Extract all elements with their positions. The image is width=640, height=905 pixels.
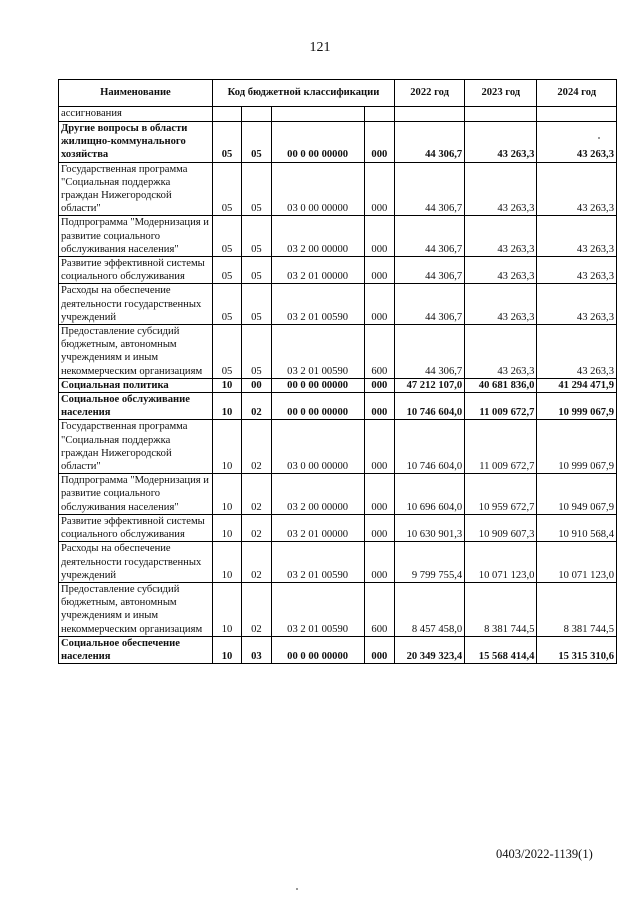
row-subsection: 05 <box>242 284 271 325</box>
row-name: Социальное обеспечение населения <box>59 636 213 663</box>
table-row <box>59 162 617 216</box>
document-code: 0403/2022-1139(1) <box>496 847 593 861</box>
row-value-2024: 41 294 471,9 <box>537 378 617 392</box>
row-value-2024: 10 910 568,4 <box>537 514 617 541</box>
row-section: 10 <box>212 474 241 515</box>
row-value-2023: 8 381 744,5 <box>465 582 537 636</box>
row-value-2024: 43 263,3 <box>537 284 617 325</box>
row-value-2023: 43 263,3 <box>465 216 537 257</box>
table-row <box>59 257 617 284</box>
row-name: Социальная политика <box>59 378 213 392</box>
header-name: Наименование <box>59 80 213 107</box>
row-section: 05 <box>212 325 241 379</box>
row-value-2022: 10 746 604,0 <box>395 420 465 474</box>
row-expense-type: 600 <box>364 325 394 379</box>
row-value-2023: 10 959 672,7 <box>465 474 537 515</box>
page-number: 121 <box>309 40 331 55</box>
row-section: 10 <box>212 636 241 663</box>
row-value-2022: 44 306,7 <box>395 162 465 216</box>
row-target: 00 0 00 00000 <box>271 393 364 420</box>
row-value-2022: 44 306,7 <box>395 325 465 379</box>
row-expense-type: 000 <box>364 636 394 663</box>
row-expense-type <box>364 107 394 122</box>
table-row <box>59 542 617 583</box>
row-subsection: 05 <box>242 325 271 379</box>
row-name: ассигнования <box>59 107 213 122</box>
row-target: 00 0 00 00000 <box>271 636 364 663</box>
row-subsection: 05 <box>242 162 271 216</box>
row-value-2024: 43 263,3 <box>537 325 617 379</box>
row-expense-type: 000 <box>364 284 394 325</box>
row-value-2022: 10 696 604,0 <box>395 474 465 515</box>
row-value-2024 <box>537 107 617 122</box>
row-expense-type: 000 <box>364 393 394 420</box>
row-section <box>212 107 241 122</box>
row-subsection: 02 <box>242 474 271 515</box>
row-target: 03 2 00 00000 <box>271 474 364 515</box>
row-section: 10 <box>212 420 241 474</box>
row-name: Расходы на обеспечение деятельности государственных учреждений <box>59 284 213 325</box>
row-name: Другие вопросы в области жилищно-коммунального хозяйства <box>59 122 213 163</box>
table-row <box>59 325 617 379</box>
row-expense-type: 000 <box>364 162 394 216</box>
row-section: 05 <box>212 284 241 325</box>
row-value-2024: 10 999 067,9 <box>537 420 617 474</box>
row-name: Развитие эффективной системы социального обслуживания <box>59 514 213 541</box>
row-value-2024: 10 071 123,0 <box>537 542 617 583</box>
row-subsection: 05 <box>242 216 271 257</box>
row-subsection: 05 <box>242 122 271 163</box>
row-target: 03 2 01 00590 <box>271 542 364 583</box>
row-expense-type: 000 <box>364 420 394 474</box>
row-value-2022: 8 457 458,0 <box>395 582 465 636</box>
row-name: Государственная программа "Социальная поддержка граждан Нижегородской области" <box>59 162 213 216</box>
row-value-2024: 43 263,3 <box>537 257 617 284</box>
table-row <box>59 514 617 541</box>
row-value-2023: 43 263,3 <box>465 162 537 216</box>
table-row <box>59 393 617 420</box>
row-value-2022: 44 306,7 <box>395 257 465 284</box>
scan-speck <box>598 137 600 139</box>
table-row <box>59 582 617 636</box>
row-value-2022: 47 212 107,0 <box>395 378 465 392</box>
row-target: 00 0 00 00000 <box>271 122 364 163</box>
row-subsection: 05 <box>242 257 271 284</box>
header-2022: 2022 год <box>395 80 465 107</box>
row-section: 10 <box>212 378 241 392</box>
row-target: 03 2 01 00590 <box>271 325 364 379</box>
row-subsection: 03 <box>242 636 271 663</box>
header-code: Код бюджетной классификации <box>212 80 394 107</box>
row-section: 05 <box>212 122 241 163</box>
row-subsection: 02 <box>242 393 271 420</box>
row-value-2022: 44 306,7 <box>395 284 465 325</box>
row-value-2024: 10 999 067,9 <box>537 393 617 420</box>
row-value-2024: 43 263,3 <box>537 216 617 257</box>
row-value-2023: 43 263,3 <box>465 122 537 163</box>
row-value-2023: 43 263,3 <box>465 257 537 284</box>
table-header-row <box>59 80 617 107</box>
row-value-2024: 15 315 310,6 <box>537 636 617 663</box>
row-target: 03 2 00 00000 <box>271 216 364 257</box>
row-name: Предоставление субсидий бюджетным, автономным учреждениям и иным некоммерческим организациям <box>59 325 213 379</box>
row-section: 05 <box>212 162 241 216</box>
row-target: 03 2 01 00590 <box>271 284 364 325</box>
table-row <box>59 216 617 257</box>
row-section: 10 <box>212 393 241 420</box>
row-subsection: 02 <box>242 420 271 474</box>
row-expense-type: 600 <box>364 582 394 636</box>
row-subsection <box>242 107 271 122</box>
row-target: 03 0 00 00000 <box>271 162 364 216</box>
row-name: Государственная программа "Социальная поддержка граждан Нижегородской области" <box>59 420 213 474</box>
row-name: Социальное обслуживание населения <box>59 393 213 420</box>
row-expense-type: 000 <box>364 257 394 284</box>
row-value-2023: 43 263,3 <box>465 325 537 379</box>
row-value-2022: 10 630 901,3 <box>395 514 465 541</box>
row-value-2022: 44 306,7 <box>395 216 465 257</box>
row-value-2022: 20 349 323,4 <box>395 636 465 663</box>
row-expense-type: 000 <box>364 378 394 392</box>
row-value-2023: 11 009 672,7 <box>465 420 537 474</box>
row-expense-type: 000 <box>364 542 394 583</box>
row-section: 05 <box>212 257 241 284</box>
row-expense-type: 000 <box>364 514 394 541</box>
row-name: Предоставление субсидий бюджетным, автономным учреждениям и иным некоммерческим организациям <box>59 582 213 636</box>
row-value-2024: 8 381 744,5 <box>537 582 617 636</box>
row-value-2023 <box>465 107 537 122</box>
row-subsection: 00 <box>242 378 271 392</box>
row-subsection: 02 <box>242 542 271 583</box>
row-name: Подпрограмма "Модернизация и развитие социального обслуживания населения" <box>59 474 213 515</box>
row-name: Подпрограмма "Модернизация и развитие социального обслуживания населения" <box>59 216 213 257</box>
row-value-2023: 10 071 123,0 <box>465 542 537 583</box>
row-target: 03 0 00 00000 <box>271 420 364 474</box>
budget-table <box>58 79 617 664</box>
row-section: 10 <box>212 542 241 583</box>
row-target: 00 0 00 00000 <box>271 378 364 392</box>
table-row <box>59 107 617 122</box>
table-row <box>59 636 617 663</box>
row-value-2023: 43 263,3 <box>465 284 537 325</box>
row-name: Развитие эффективной системы социального обслуживания <box>59 257 213 284</box>
row-value-2023: 10 909 607,3 <box>465 514 537 541</box>
row-value-2022: 9 799 755,4 <box>395 542 465 583</box>
row-expense-type: 000 <box>364 216 394 257</box>
table-row <box>59 378 617 392</box>
table-row <box>59 420 617 474</box>
row-expense-type: 000 <box>364 474 394 515</box>
row-value-2024: 43 263,3 <box>537 122 617 163</box>
header-2023: 2023 год <box>465 80 537 107</box>
row-value-2022: 10 746 604,0 <box>395 393 465 420</box>
row-section: 05 <box>212 216 241 257</box>
row-name: Расходы на обеспечение деятельности государственных учреждений <box>59 542 213 583</box>
row-value-2022 <box>395 107 465 122</box>
row-subsection: 02 <box>242 582 271 636</box>
row-subsection: 02 <box>242 514 271 541</box>
row-target: 03 2 01 00000 <box>271 514 364 541</box>
header-2024: 2024 год <box>537 80 617 107</box>
row-section: 10 <box>212 514 241 541</box>
row-value-2024: 43 263,3 <box>537 162 617 216</box>
row-value-2022: 44 306,7 <box>395 122 465 163</box>
table-row <box>59 122 617 163</box>
row-section: 10 <box>212 582 241 636</box>
row-value-2023: 11 009 672,7 <box>465 393 537 420</box>
row-target <box>271 107 364 122</box>
table-row <box>59 284 617 325</box>
row-value-2023: 40 681 836,0 <box>465 378 537 392</box>
row-expense-type: 000 <box>364 122 394 163</box>
scan-speck <box>296 888 298 890</box>
table-row <box>59 474 617 515</box>
row-value-2024: 10 949 067,9 <box>537 474 617 515</box>
row-target: 03 2 01 00590 <box>271 582 364 636</box>
row-target: 03 2 01 00000 <box>271 257 364 284</box>
row-value-2023: 15 568 414,4 <box>465 636 537 663</box>
